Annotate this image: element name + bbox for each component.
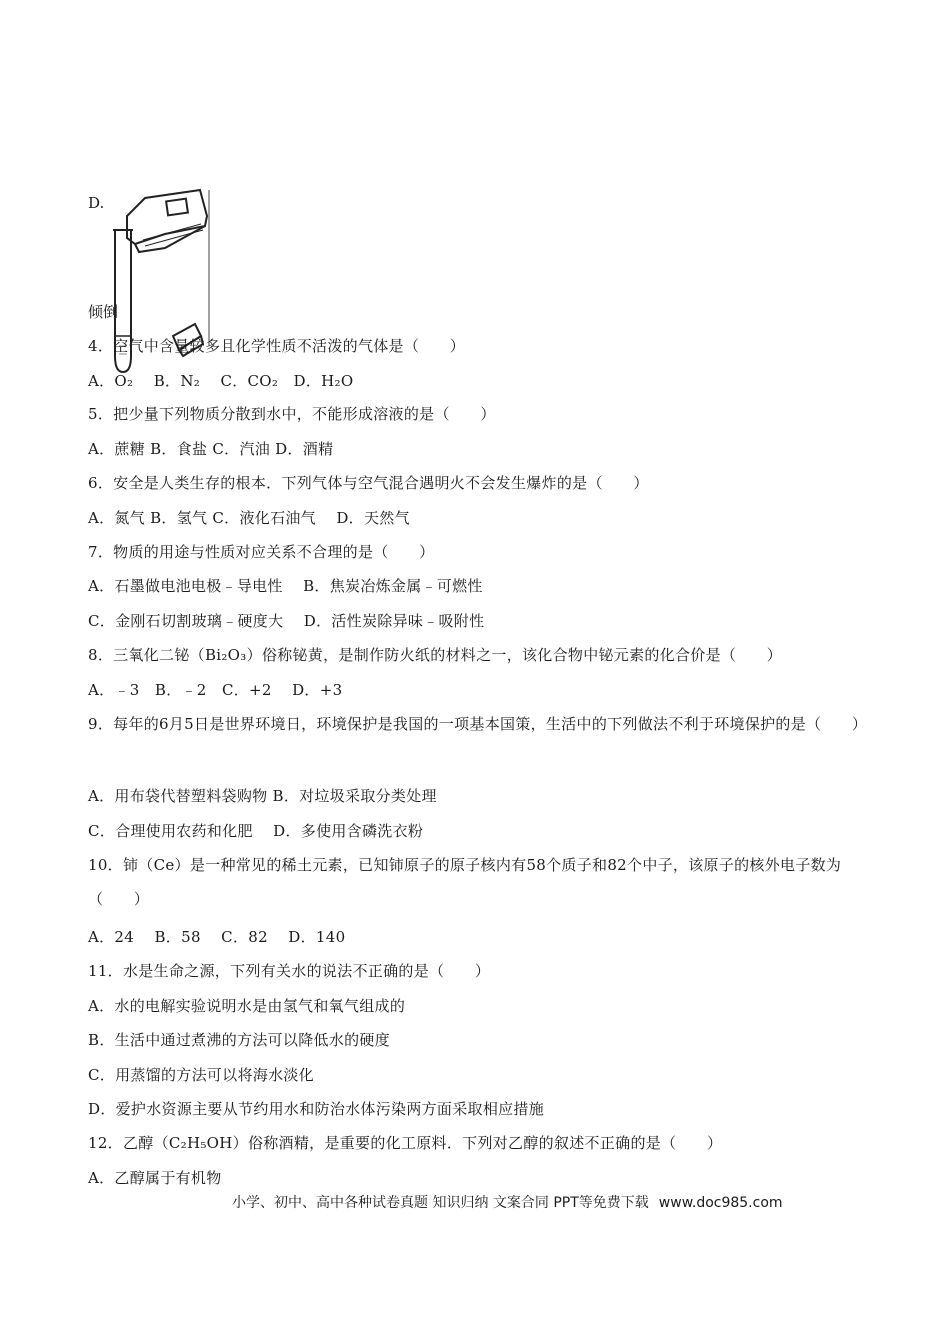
question-4: 4．空气中含量较多且化学性质不活泼的气体是（ ）	[88, 337, 466, 355]
question-7-options-ab: A．石墨做电池电极﹣导电性 B．焦炭冶炼金属﹣可燃性	[88, 577, 483, 595]
question-9: 9．每年的6月5日是世界环境日，环境保护是我国的一项基本国策，生活中的下列做法不利于环境保护的是（ ）	[88, 715, 868, 733]
question-11-option-d: D．爱护水资源主要从节约用水和防治水体污染两方面采取相应措施	[88, 1100, 545, 1118]
question-11-option-a: A．水的电解实验说明水是由氢气和氧气组成的	[88, 997, 406, 1015]
question-8-options: A．﹣3 B．﹣2 C．+2 D．+3	[88, 681, 343, 699]
question-9-options-ab: A．用布袋代替塑料袋购物 B．对垃圾采取分类处理	[88, 787, 437, 805]
question-10: 10．铈（Ce）是一种常见的稀土元素，已知铈原子的原子核内有58个质子和82个中子，该原子的核外电子数为（ ）	[88, 856, 842, 908]
question-12-option-a: A．乙醇属于有机物	[88, 1169, 222, 1187]
question-8: 8．三氧化二铋（Bi₂O₃）俗称铋黄，是制作防火纸的材料之一，该化合物中铋元素的化合价是（ ）	[88, 646, 783, 664]
q3-option-d-label: D.	[88, 194, 105, 212]
question-6: 6．安全是人类生存的根本．下列气体与空气混合遇明火不会发生爆炸的是（ ）	[88, 474, 649, 492]
question-7-options-cd: C．金刚石切割玻璃﹣硬度大 D．活性炭除异味﹣吸附性	[88, 612, 485, 630]
question-11-option-b: B．生活中通过煮沸的方法可以降低水的硬度	[88, 1031, 391, 1049]
question-9-options-cd: C．合理使用农药和化肥 D．多使用含磷洗衣粉	[88, 822, 424, 840]
footer-text: 小学、初中、高中各种试卷真题 知识归纳 文案合同 PPT等免费下载	[232, 1195, 649, 1211]
question-10-options: A．24 B．58 C．82 D．140	[88, 928, 346, 946]
question-12: 12．乙醇（C₂H₅OH）俗称酒精，是重要的化工原料．下列对乙醇的叙述不正确的是（ ）	[88, 1134, 723, 1152]
page-footer	[232, 1194, 783, 1212]
question-7: 7．物质的用途与性质对应关系不合理的是（ ）	[88, 543, 435, 561]
question-5: 5．把少量下列物质分散到水中，不能形成溶液的是（ ）	[88, 405, 496, 423]
question-4-options: A．O₂ B．N₂ C．CO₂ D．H₂O	[88, 372, 354, 390]
question-11: 11．水是生命之源，下列有关水的说法不正确的是（ ）	[88, 962, 491, 980]
q3-option-d-caption: 倾倒	[88, 303, 119, 321]
question-5-options: A．蔗糖 B．食盐 C．汽油 D．酒精	[88, 440, 334, 458]
question-6-options: A．氮气 B．氢气 C．液化石油气 D．天然气	[88, 509, 410, 527]
question-11-option-c: C．用蒸馏的方法可以将海水淡化	[88, 1066, 314, 1084]
footer-link[interactable]: www.doc985.com	[658, 1195, 783, 1211]
